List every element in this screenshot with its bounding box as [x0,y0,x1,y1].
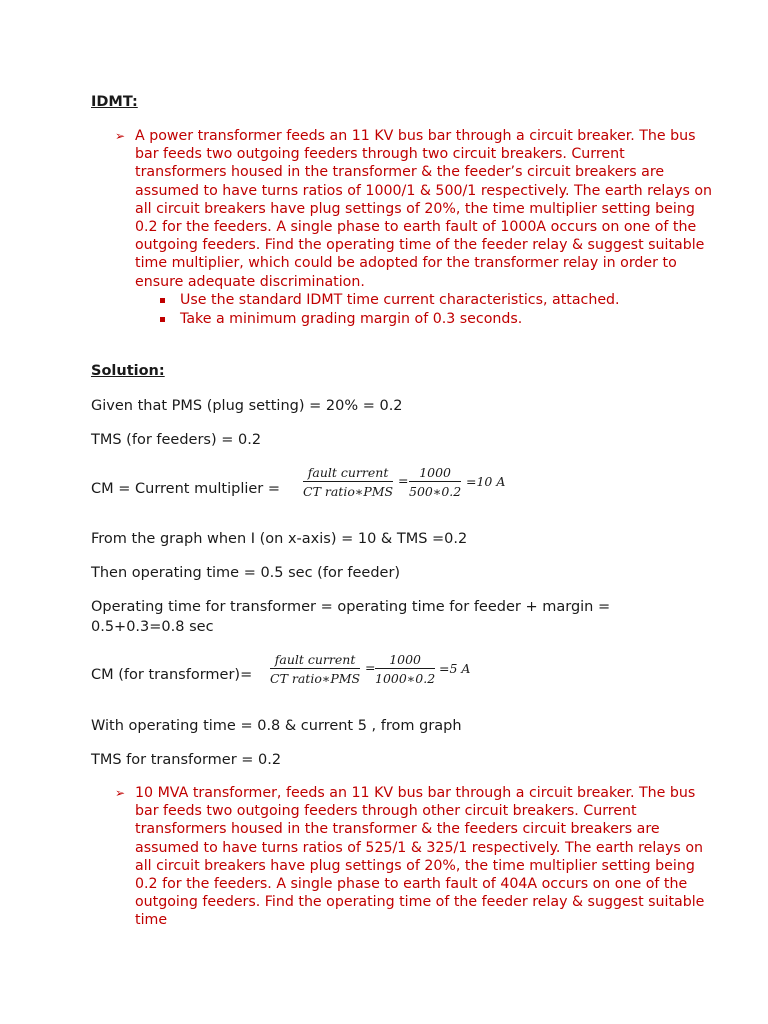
tms-transformer-line: TMS for transformer = 0.2 [91,752,282,768]
problem-2-text: 10 MVA transformer, feeds an 11 KV bus bar through a circuit breaker. The bus bar feeds two outgoing feeders through other circuit breakers. Current transformers housed in the transformer & the feeders circuit breakers are assumed to have turns ratios of 525/1 & 325/1 respectively. The earth relays on all circuit breakers have plug settings of 20%, the time multiplier setting being 0.2 for the feeders. A single phase to earth fault of 404A occurs on one of the outgoing feeders. Find the operating time of the feeder relay & suggest suitable time [135,785,705,929]
cm-fraction [303,465,393,499]
op-transformer-line-1: Operating time for transformer = operating time for feeder + margin = [91,599,611,615]
arrow-bullet-icon: ➢ [115,786,126,800]
cm-numerator: fault current [303,465,393,482]
bullet-item: Use the standard IDMT time current characteristics, attached. [160,291,715,311]
cmt-equals: = [365,660,376,675]
with-op-line: With operating time = 0.8 & current 5 , from graph [91,718,462,734]
cm-value-denominator: 500∗0.2 [409,484,462,499]
square-bullet-icon [160,317,165,322]
cmt-numerator: fault current [270,652,360,669]
arrow-bullet-icon: ➢ [115,129,126,143]
problem-1 [115,127,715,330]
problem-2 [115,784,715,930]
cmt-result: =5 A [439,661,471,676]
op-transformer-line-2: 0.5+0.3=0.8 sec [91,619,214,635]
cmt-value-denominator: 1000∗0.2 [375,671,436,686]
bullet-item: Take a minimum grading margin of 0.3 seconds. [160,310,715,330]
cm-result: =10 A [466,474,506,489]
square-bullet-icon [160,298,165,303]
cm-transformer-label: CM (for transformer)= [91,667,253,683]
cmt-denominator: CT ratio∗PMS [270,671,361,686]
graph-line: From the graph when I (on x-axis) = 10 & TMS =0.2 [91,531,468,547]
cm-denominator: CT ratio∗PMS [303,484,394,499]
op-feeder-line: Then operating time = 0.5 sec (for feeder) [91,565,401,581]
tms-feeders-line: TMS (for feeders) = 0.2 [91,432,262,448]
pms-line: Given that PMS (plug setting) = 20% = 0.2 [91,398,403,414]
problem-1-text: A power transformer feeds an 11 KV bus bar through a circuit breaker. The bus bar feeds two outgoing feeders through two circuit breakers. Current transformers housed in the transformer & the feeder’s circuit breakers are assumed to have turns ratios of 1000/1 & 500/1 respectively. The earth relays on all circuit breakers have plug settings of 20%, the time multiplier setting being 0.2 for the feeders. A single phase to earth fault of 1000A occurs on one of the outgoing feeders. Find the operating time of the feeder relay & suggest suitable time multiplier, which could be adopted for the transformer relay in order to ensure adequate discrimination. [135,128,713,290]
cm-value-numerator: 1000 [409,465,461,482]
cmt-value-numerator: 1000 [375,652,435,669]
cmt-value-fraction [375,652,435,686]
cm-label: CM = Current multiplier = [91,481,281,497]
cmt-fraction [270,652,360,686]
solution-heading: Solution: [91,363,165,379]
idmt-heading: IDMT: [91,94,138,110]
cm-equals: = [398,473,409,488]
cm-value-fraction [409,465,461,499]
